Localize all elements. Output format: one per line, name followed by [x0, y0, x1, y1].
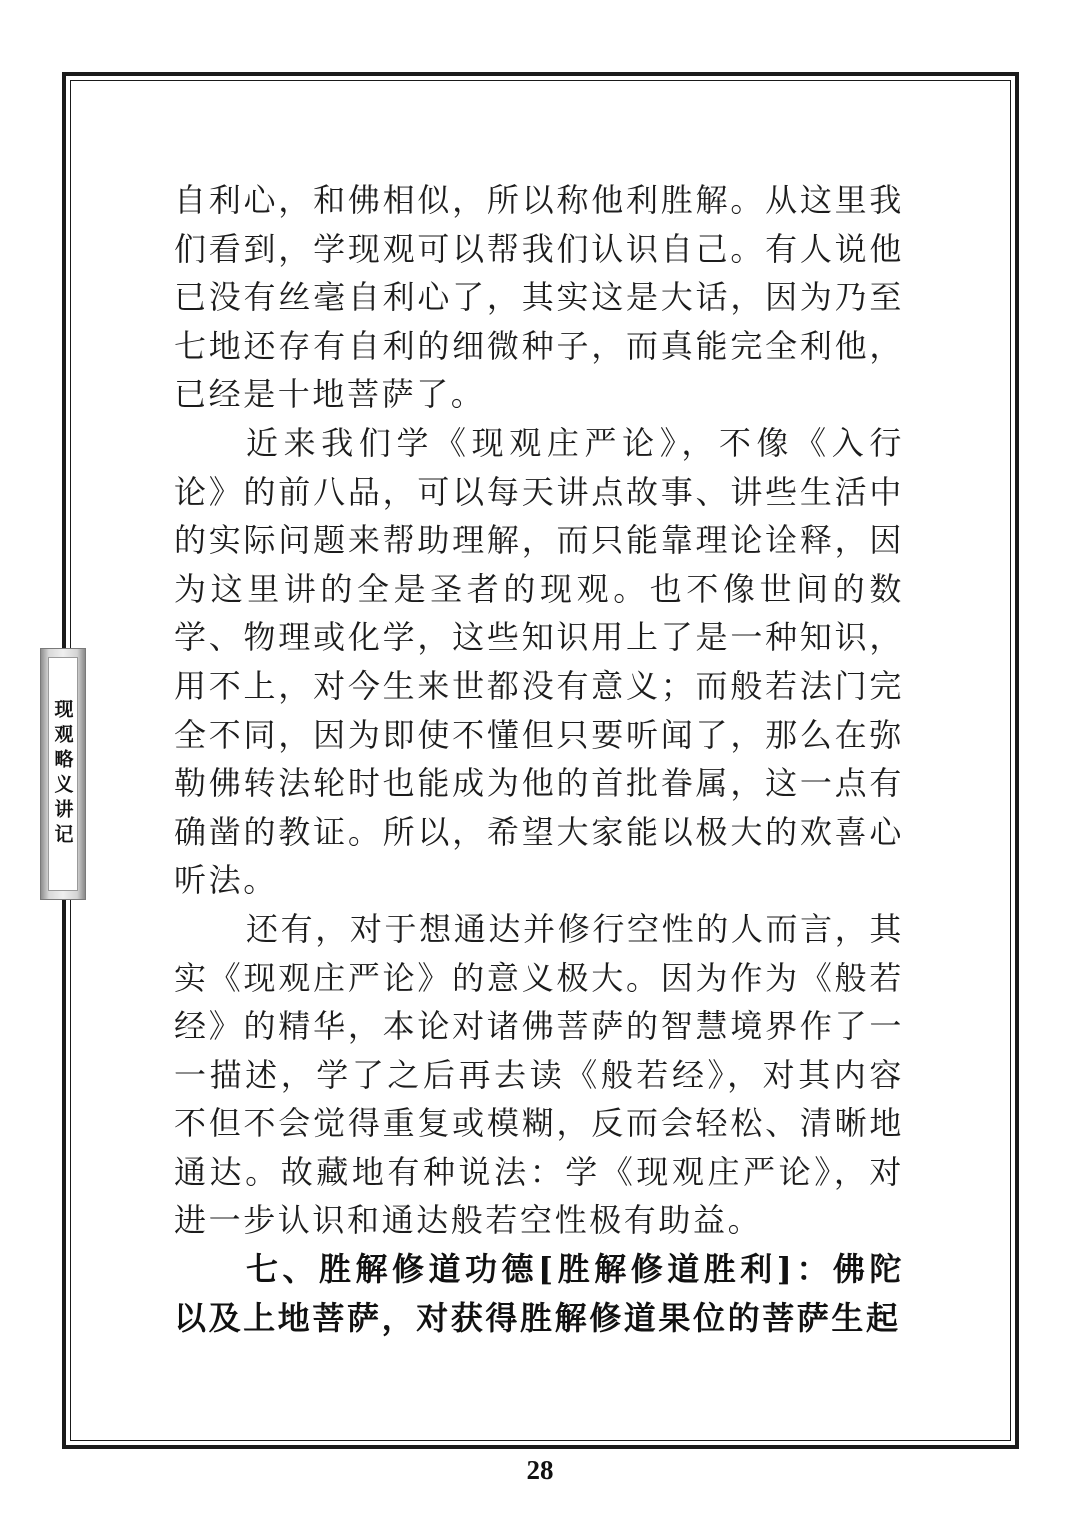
book-title-vertical: 现观略义讲记: [51, 699, 74, 849]
page-number: 28: [526, 1455, 554, 1485]
section-heading: 七、胜解修道功德[胜解修道胜利]：佛陀以及上地菩萨，对获得胜解修道果位的菩萨生起: [174, 1250, 904, 1337]
paragraph-1: 自利心，和佛相似，所以称他利胜解。从这里我们看到，学现观可以帮我们认识自己。有人说他已没有丝毫自利心了，其实这是大话，因为乃至七地还存有自利的细微种子，而真能完全利他，已经是十地菩萨了。: [174, 181, 904, 414]
paragraph-3: 还有，对于想通达并修行空性的人而言，其实《现观庄严论》的意义极大。因为作为《般若经》的精华，本论对诸佛菩萨的智慧境界作了一一描述，学了之后再去读《般若经》，对其内容不但不会觉得重复或模糊，反而会轻松、清晰地通达。故藏地有种说法：学《现观庄严论》，对进一步认识和通达般若空性极有助益。: [174, 909, 904, 1240]
side-tab: [40, 648, 86, 900]
main-text: [174, 176, 904, 1342]
side-tab-inner: [48, 657, 78, 891]
paragraph-2: 近来我们学《现观庄严论》，不像《入行论》的前八品，可以每天讲点故事、讲些生活中的实际问题来帮助理解，而只能靠理论诠释，因为这里讲的全是圣者的现观。也不像世间的数学、物理或化学，这些知识用上了是一种知识，用不上，对今生来世都没有意义；而般若法门完全不同，因为即使不懂但只要听闻了，那么在弥勒佛转法轮时也能成为他的首批眷属，这一点有确凿的教证。所以，希望大家能以极大的欢喜心听法。: [174, 423, 904, 900]
